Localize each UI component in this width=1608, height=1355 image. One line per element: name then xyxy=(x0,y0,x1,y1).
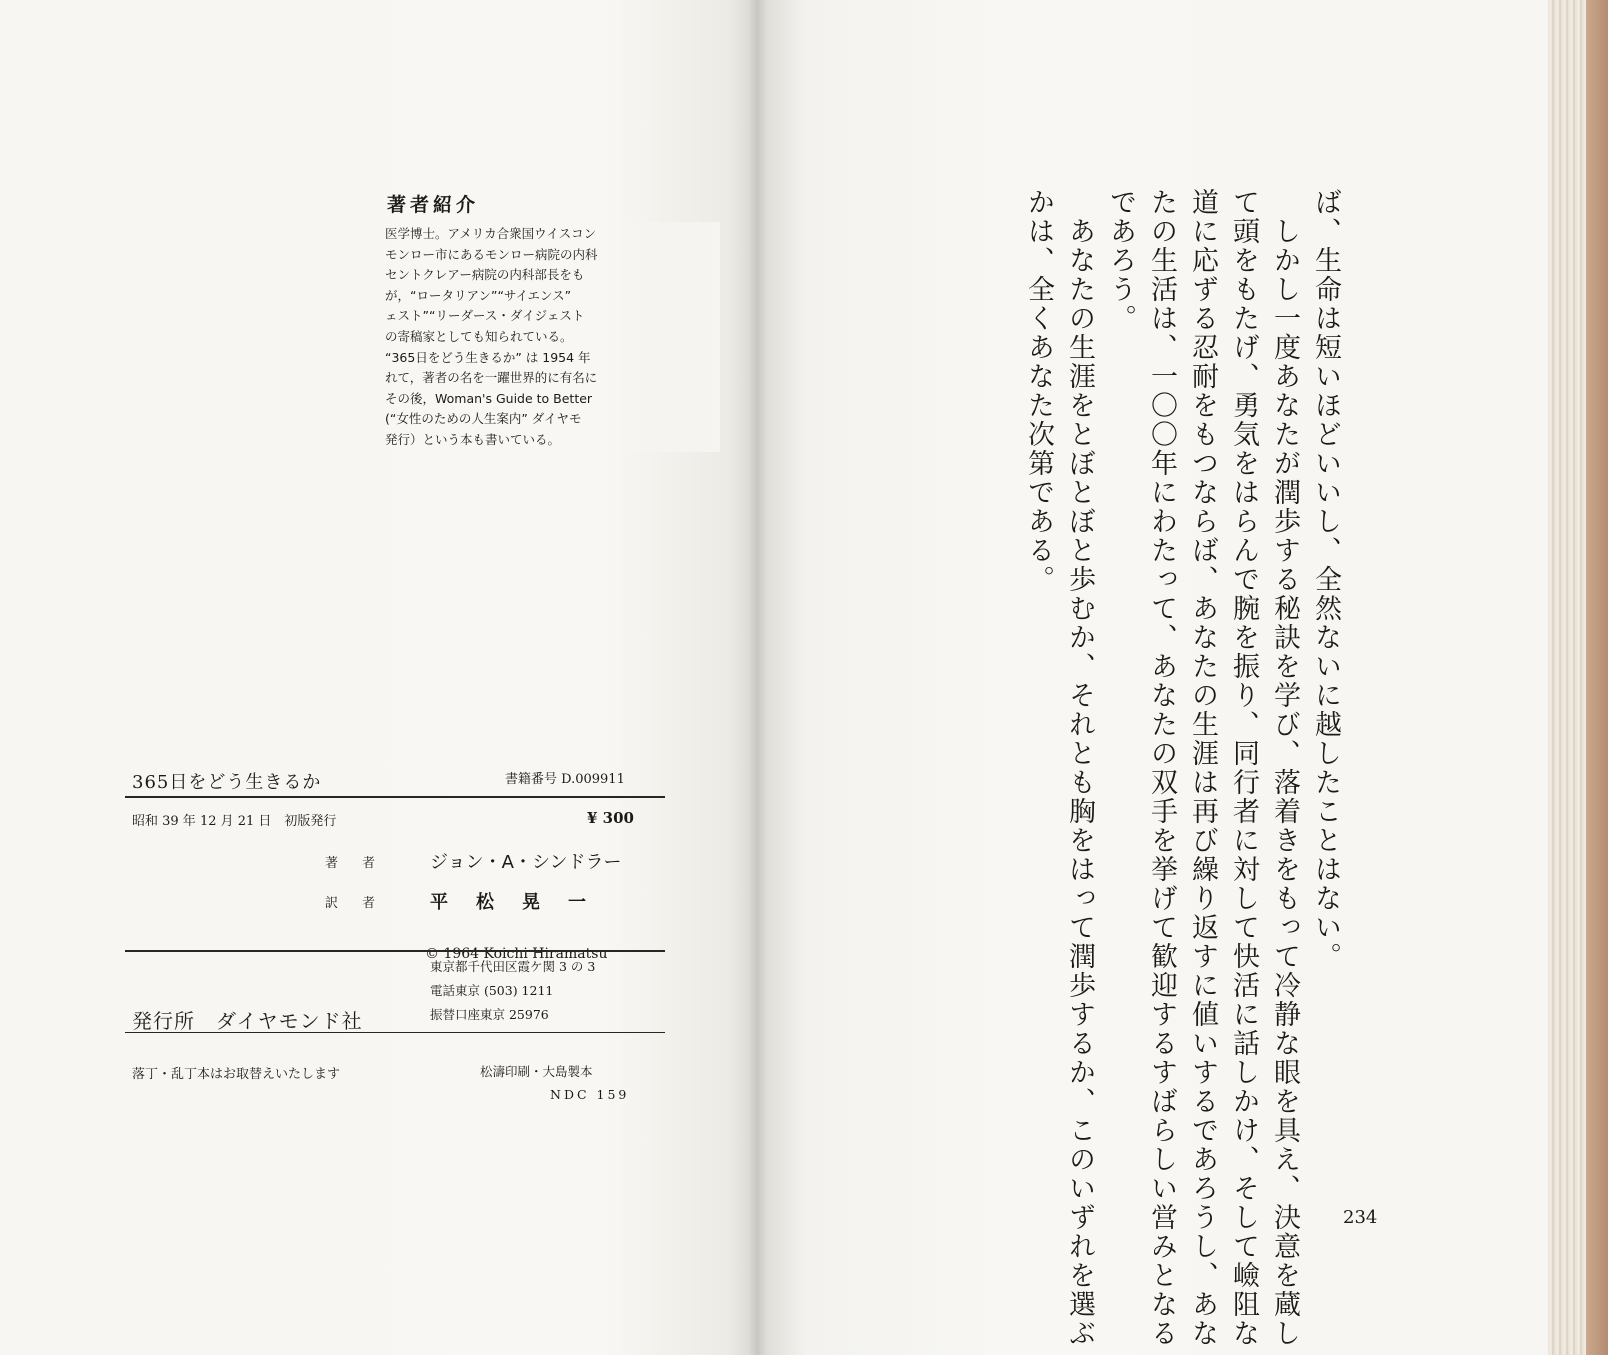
replacement-note: 落丁・乱丁本はお取替えいたします xyxy=(132,1067,341,1082)
body-text xyxy=(1018,188,1346,1348)
colophon-book-title: 365日をどう生きるか xyxy=(132,772,322,793)
translator-role-label: 訳者 xyxy=(325,896,400,911)
bio-line: が，“ロータリアン”“サイエンス” xyxy=(385,287,572,303)
colophon-date: 昭和 39 年 12 月 21 日 初版発行 xyxy=(132,814,337,829)
book-shadow xyxy=(1586,0,1608,1355)
author-intro-heading: 著者紹介 xyxy=(387,194,480,216)
bio-line: の寄稿家としても知られている。 xyxy=(385,328,573,344)
divider xyxy=(125,1032,665,1033)
text-column: て頭をもたげ、勇気をはらんで腕を振り、同行者に対して快活に話しかけ、そして嶮阻な xyxy=(1228,188,1259,1348)
author-name: ジョン・A・シンドラー xyxy=(430,852,622,873)
divider xyxy=(125,796,665,798)
text-column: ば、生命は短いほどいいし、全然ないに越したことはない。 xyxy=(1310,188,1341,971)
left-page xyxy=(0,0,758,1355)
bio-line: 発行）という本も書いている。 xyxy=(385,431,561,447)
text-column: 道に応ずる忍耐をもつならば、あなたの生涯は再び繰り返すに値いするであろうし、あな xyxy=(1187,188,1218,1348)
text-column: であろう。 xyxy=(1105,188,1136,333)
publisher-address: 東京都千代田区霞ケ関 3 の 3 xyxy=(430,959,596,974)
colophon-book-code: 書籍番号 D.009911 xyxy=(505,772,625,787)
bio-line: (“女性のための人生案内” ダイヤモ xyxy=(385,411,582,427)
bio-line: ェスト”“リーダース・ダイジェスト xyxy=(385,308,585,324)
bio-line: モンロー市にあるモンロー病院の内科 xyxy=(385,246,598,262)
publisher-transfer-account: 振替口座東京 25976 xyxy=(430,1007,549,1022)
book-gutter xyxy=(748,0,768,1355)
divider xyxy=(125,950,665,952)
printer-binder: 松濤印刷・大島製本 xyxy=(480,1064,593,1079)
page-edges xyxy=(1548,0,1608,1355)
copyright-line: © 1964 Koichi Hiramatsu xyxy=(425,946,608,962)
publisher-name: 発行所 ダイヤモンド社 xyxy=(132,1009,363,1033)
text-column: かは、全くあなた次第である。 xyxy=(1023,188,1054,594)
colophon-price: ¥ 300 xyxy=(587,809,634,827)
bio-line: “365日をどう生きるか” は 1954 年 xyxy=(385,349,591,365)
bio-line: 医学博士。アメリカ合衆国ウイスコン xyxy=(385,226,597,241)
blur-fade xyxy=(600,222,720,452)
translator-name: 平松晃一 xyxy=(430,892,614,913)
publisher-phone: 電話東京 (503) 1211 xyxy=(430,983,554,998)
text-column: あなたの生涯をとぼとぼと歩むか、それとも胸をはって潤歩するか、このいずれを選ぶ xyxy=(1064,188,1095,1348)
page-number: 234 xyxy=(1343,1207,1378,1228)
author-role-label: 著者 xyxy=(325,856,400,871)
text-column: しかし一度あなたが潤歩する秘訣を学び、落着きをもって冷静な眼を具え、決意を蔵し xyxy=(1269,188,1300,1348)
ndc-classification: NDC 159 xyxy=(550,1087,630,1102)
bio-line: れて，著者の名を一躍世界的に有名に xyxy=(385,370,598,386)
colophon xyxy=(125,760,665,1120)
bio-line: セントクレアー病院の内科部長をも xyxy=(385,267,585,283)
text-column: たの生活は、一〇〇年にわたって、あなたの双手を挙げて歓迎するすばらしい営みとなる xyxy=(1146,188,1177,1348)
bio-line: その後，Woman's Guide to Better xyxy=(385,390,593,406)
